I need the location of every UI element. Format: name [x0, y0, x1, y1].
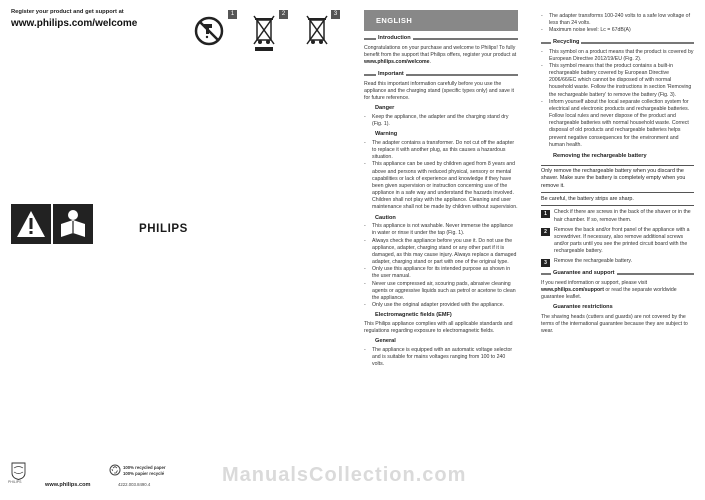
adapter-item: - The adapter transforms 100-240 volts to a safe low voltage of less than 24 volts.	[541, 13, 694, 27]
recycling-item: - Inform yourself about the local separate collection system for electrical and electronic products and rechargeable batteries. Follow local rules and never dispose of the product and rechargeable batteries with normal household waste. Correct disposal of old products and rechargeable batteries helps prevent negative consequences for the environment and human health.	[541, 99, 694, 149]
recycling-item: - This symbol on a product means that the product is covered by European Directive 2012/19/EU (Fig. 2).	[541, 49, 694, 63]
step-text: Remove the back and/or front panel of the appliance with a screwdriver. If necessary, also remove additional screws and/or parts until you see the printed circuit board with the rechargeable battery.	[554, 226, 690, 255]
danger-title: Danger	[375, 105, 395, 112]
intro-url[interactable]: www.philips.com/welcome	[364, 59, 430, 66]
step-number: 2	[541, 228, 550, 236]
introduction-title: Introduction	[378, 35, 411, 41]
warning-item: - The adapter contains a transformer. Do not cut off the adapter to replace it with another plug, as this causes a hazardous situation.	[364, 140, 518, 162]
caution-item: - Always check the appliance before you use it. Do not use the appliance, adapter, charging stand or any other part if it is damaged, as this may cause injury. Always replace a damaged adapter, charging stand or part with one of the original type.	[364, 238, 518, 267]
general-title: General	[375, 338, 396, 345]
language-header	[364, 10, 518, 31]
language-label: ENGLISH	[376, 16, 413, 25]
caution-item: - Never use compressed air, scouring pads, abrasive cleaning agents or aggressive liquids such as petrol or acetone to clean the appliance.	[364, 281, 518, 303]
general-item: - The appliance is equipped with an automatic voltage selector and is suitable for mains voltages ranging from 100 to 240 volts.	[364, 347, 518, 369]
fig-number-3: 3	[331, 10, 340, 19]
intro-paragraph: Congratulations on your purchase and welcome to Philips! To fully benefit from the support that Philips offers, register your product at www.philips.com/welcome.	[364, 45, 517, 66]
section-guarantee	[541, 270, 694, 277]
step-item	[541, 227, 694, 256]
philips-shield-icon	[11, 462, 26, 480]
recycling-item: - This symbol means that the product contains a built-in rechargeable battery covered by European Directive 2006/66/EC which cannot be disposed of with normal household waste. Follow the instructions in section 'Removing the rechargeable battery' to remove the battery (Fig. 3).	[541, 63, 694, 99]
important-paragraph: Read this important information carefully before you use the appliance and the charging stand (specific types only) and save it for future reference.	[364, 80, 514, 101]
philips-logo: PHILIPS	[139, 223, 188, 235]
noise-item: - Maximum noise level: Lc = 67dB(A)	[541, 27, 694, 34]
important-title: Important	[378, 70, 404, 77]
recycle-icon	[109, 464, 121, 476]
no-water-icon	[194, 16, 224, 46]
danger-item: - Keep the appliance, the adapter and the charging stand dry (Fig. 1).	[364, 114, 518, 128]
section-introduction	[364, 35, 518, 42]
column-english	[364, 10, 518, 369]
emf-title: Electromagnetic fields (EMF)	[375, 312, 452, 319]
step-item	[541, 209, 694, 223]
step-item	[541, 258, 694, 265]
shield-text: PHILIPS	[8, 480, 22, 484]
recycled-paper-1: 100% recycled paper	[123, 465, 166, 470]
step-number: 3	[541, 259, 550, 267]
column-right	[541, 13, 694, 338]
register-block	[11, 9, 191, 30]
fig-number-2: 2	[279, 10, 288, 19]
battery-bin-icon	[305, 14, 329, 52]
restrictions-title: Guarantee restrictions	[553, 304, 613, 311]
recycled-paper-2: 100% papier recyclé	[123, 471, 165, 476]
warning-icon	[11, 204, 51, 244]
step-text: Remove the rechargeable battery.	[554, 258, 633, 265]
removing-warning: Only remove the rechargeable battery when you discard the shaver. Make sure the battery is completely empty when you remove it.	[541, 165, 694, 193]
caution-item: - Only use the original adapter provided with the appliance.	[364, 302, 518, 309]
caution-title: Caution	[375, 214, 396, 221]
emf-paragraph: This Philips appliance complies with all applicable standards and regulations regarding exposure to electromagnetic fields.	[364, 321, 513, 335]
warning-title: Warning	[375, 131, 398, 138]
careful-note: Be careful, the battery strips are sharp.	[541, 196, 694, 206]
register-line: Register your product and get support at	[11, 9, 124, 15]
step-text: Check if there are screws in the back of the shaver or in the hair chamber. If so, remove them.	[554, 209, 691, 223]
warning-item: - This appliance can be used by children aged from 8 years and above and persons with reduced physical, sensory or mental capabilities or lack of experience and knowledge if they have been given supervision or instruction concerning use of the appliance in a safe way and understand the hazards involved. Children shall not play with the appliance. Cleaning and user maintenance shall not be made by children without supervision.	[364, 161, 518, 211]
restrictions-paragraph: The shaving heads (cutters and guards) are not covered by the terms of the international guarantee because they are subject to wear.	[541, 313, 688, 335]
section-important	[364, 71, 518, 78]
footer-url[interactable]: www.philips.com	[45, 482, 91, 488]
caution-item: - This appliance is not washable. Never immerse the appliance in water or rinse it under the tap (Fig. 1).	[364, 223, 518, 237]
read-manual-icon	[53, 204, 93, 244]
guarantee-title: Guarantee and support	[553, 269, 615, 276]
section-recycling	[541, 39, 694, 46]
recycling-title: Recycling	[553, 38, 580, 45]
watermark: ManualsCollection.com	[222, 464, 467, 486]
weee-bin-icon	[252, 14, 276, 52]
support-url[interactable]: www.philips.com/support	[541, 286, 604, 293]
guarantee-paragraph: If you need information or support, please visit www.philips.com/support or read the separate worldwide guarantee leaflet.	[541, 279, 677, 300]
register-url[interactable]: www.philips.com/welcome	[11, 17, 138, 29]
fig-number-1: 1	[228, 10, 237, 19]
step-number: 1	[541, 210, 550, 218]
document-number: 4222.003.8490.4	[118, 482, 151, 487]
removing-title: Removing the rechargeable battery	[553, 152, 647, 159]
caution-item: - Only use this appliance for its intended purpose as shown in the user manual.	[364, 266, 518, 280]
